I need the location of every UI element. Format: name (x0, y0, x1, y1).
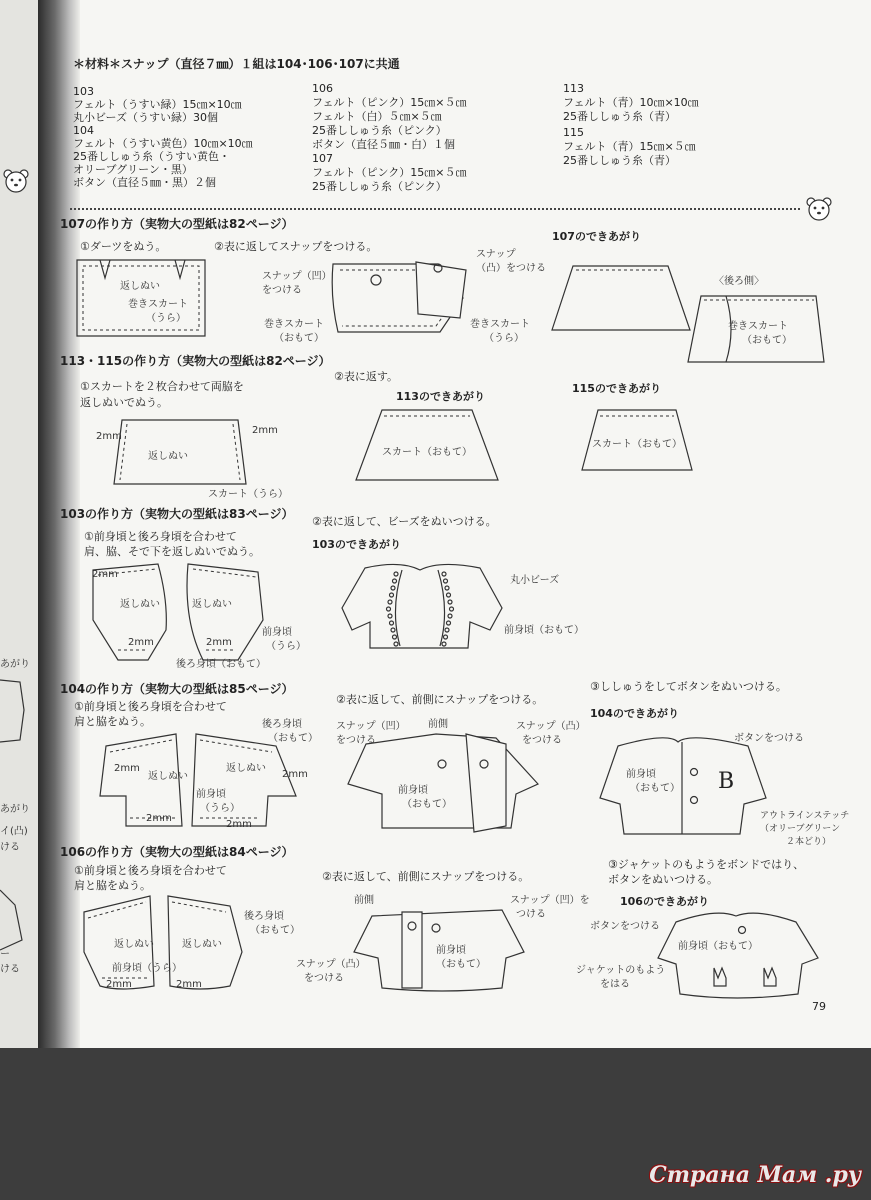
done-title-107: 107のできあがり (552, 230, 641, 243)
diagram-label: 返しぬい (182, 939, 222, 950)
bead-mark (393, 579, 397, 583)
bead-mark (387, 607, 391, 611)
diagram-label: 返しぬい (120, 599, 160, 610)
skirt-107-snap-drawing (328, 258, 468, 338)
diagram-label: 2mm (206, 637, 232, 648)
diagram-label: 前身頃（おもて） (678, 941, 758, 952)
diagram-label: をつける (522, 735, 562, 746)
diagram-label: ボタンをつける (590, 921, 660, 932)
diagram-label: 返しぬい (148, 451, 188, 462)
diagram-label: 2mm (92, 569, 118, 580)
diagram-label: スカート（おもて） (592, 439, 682, 450)
bead-mark (394, 572, 398, 576)
facing-page-text: ける (0, 964, 20, 975)
material-line: オリーブグリーン・黒） (73, 163, 193, 176)
bead-mark (445, 628, 449, 632)
diagram-label: 巻きスカート (264, 319, 324, 330)
skirt-107-finished-front (548, 258, 693, 338)
step-text: ①前身頃と後ろ身頃を合わせて (74, 864, 227, 877)
diagram-label: （おもて） (742, 335, 792, 346)
diagram-label: ジャケットのもよう (576, 965, 666, 976)
diagram-label: 返しぬい (114, 939, 154, 950)
material-line: フェルト（白）５㎝×５㎝ (312, 110, 442, 123)
bead-mark (447, 593, 451, 597)
done-title-115: 115のできあがり (572, 382, 661, 395)
facing-page-text: ける (0, 842, 20, 853)
materials-header: ＊材料＊スナップ（直径７㎜）１組は104･106･107に共通 (73, 57, 400, 71)
bead-mark (447, 621, 451, 625)
step-text: 返しぬいでぬう。 (80, 396, 168, 409)
material-line: 104 (73, 124, 94, 137)
bead-mark (450, 607, 454, 611)
step-text: ②表に返す。 (334, 370, 398, 383)
step-text: ①ダーツをぬう。 (80, 240, 167, 253)
bead-mark (445, 586, 449, 590)
facing-page-text: あがり (0, 804, 30, 815)
diagram-label: 巻きスカート (128, 299, 188, 310)
step-text: ②表に返して、ビーズをぬいつける。 (312, 515, 497, 528)
page-number: 79 (812, 1000, 826, 1013)
step-text: ②表に返して、前側にスナップをつける。 (322, 870, 530, 883)
facing-page-text: イ(凸) (0, 826, 28, 837)
diagram-label: 丸小ビーズ (510, 575, 560, 586)
diagram-label: （うら） (484, 333, 524, 344)
diagram-label: （おもて） (436, 959, 486, 970)
bead-mark (442, 642, 446, 646)
material-line: ボタン（直径５㎜・白）１個 (312, 138, 455, 151)
diagram-label: 2mm (226, 819, 252, 830)
bead-mark (390, 593, 394, 597)
section-heading-103: 103の作り方（実物大の型紙は83ページ） (60, 507, 294, 521)
bead-mark (448, 614, 452, 618)
diagram-label: 前身頃（うら） (112, 963, 182, 974)
diagram-label: 返しぬい (148, 771, 188, 782)
section-heading-106: 106の作り方（実物大の型紙は84ページ） (60, 845, 294, 859)
diagram-label: 前身頃 (436, 945, 466, 956)
step-text: ①前身頃と後ろ身頃を合わせて (84, 530, 237, 543)
diagram-label: をつける (262, 285, 302, 296)
material-line: 25番ししゅう糸（うすい黄色・ (73, 150, 230, 163)
diagram-label: 2mm (128, 637, 154, 648)
bead-mark (444, 635, 448, 639)
jacket-104-snap-drawing (346, 728, 546, 838)
done-title-103: 103のできあがり (312, 538, 401, 551)
diagram-label: 〈後ろ側〉 (714, 276, 764, 287)
bead-mark (390, 621, 394, 625)
diagram-label: スナップ（凹） (262, 271, 332, 282)
diagram-label: 2mm (114, 763, 140, 774)
diagram-label: ボタンをつける (734, 733, 804, 744)
material-line: 107 (312, 152, 333, 165)
bead-mark (391, 586, 395, 590)
diagram-label: アウトラインステッチ (760, 811, 850, 821)
diagram-label: 前側 (354, 895, 374, 906)
diagram-label: ２本どり） (786, 837, 832, 847)
material-line: ボタン（直径５㎜・黒）２個 (73, 176, 216, 189)
step-text: ③ししゅうをしてボタンをぬいつける。 (590, 680, 787, 693)
bead-mark (444, 579, 448, 583)
facing-page-text: あがり (0, 659, 30, 670)
diagram-label: をはる (600, 979, 630, 990)
material-line: 25番ししゅう糸（青） (563, 154, 676, 167)
diagram-label: 2mm (176, 979, 202, 990)
diagram-label: 2mm (252, 425, 278, 436)
diagram-label: スナップ（凹） (336, 721, 406, 732)
diagram-label: 前側 (428, 719, 448, 730)
diagram-label: つける (516, 909, 546, 920)
diagram-label: 2mm (282, 769, 308, 780)
bead-mark (388, 600, 392, 604)
diagram-label: 前身頃（おもて） (504, 625, 584, 636)
step-text: 肩と脇をぬう。 (74, 715, 151, 728)
diagram-label: 返しぬい (226, 763, 266, 774)
done-title-113: 113のできあがり (396, 390, 485, 403)
diagram-label: （うら） (266, 641, 306, 652)
diagram-label: スカート（おもて） (382, 447, 472, 458)
bead-mark (394, 642, 398, 646)
diagram-label: 前身頃 (196, 789, 226, 800)
section-heading-107: 107の作り方（実物大の型紙は82ページ） (60, 217, 294, 231)
diagram-label: をつける (336, 735, 376, 746)
material-line: 25番ししゅう糸（青） (563, 110, 676, 123)
diagram-label: 前身頃 (398, 785, 428, 796)
diagram-label: （うら） (146, 313, 186, 324)
bead-mark (391, 628, 395, 632)
diagram-label: スナップ（凸） (516, 721, 586, 732)
material-line: 103 (73, 85, 94, 98)
material-line: 25番ししゅう糸（ピンク） (312, 180, 447, 193)
diagram-label: （おもて） (402, 799, 452, 810)
diagram-label: スナップ（凸） (296, 959, 366, 970)
diagram-label: 2mm (96, 431, 122, 442)
step-text: 肩と脇をぬう。 (74, 879, 151, 892)
material-line: フェルト（うすい緑）15㎝×10㎝ (73, 98, 242, 111)
diagram-label: 巻きスカート (728, 321, 788, 332)
bead-mark (393, 635, 397, 639)
diagram-label: （おもて） (250, 925, 300, 936)
bolero-103-finished (340, 560, 505, 655)
diagram-label: （おもて） (630, 783, 680, 794)
diagram-label: 返しぬい (192, 599, 232, 610)
material-line: フェルト（うすい黄色）10㎝×10㎝ (73, 137, 253, 150)
bead-mark (448, 600, 452, 604)
bear-icon (805, 196, 833, 222)
watermark-logo: Страна Мам .ру (649, 1162, 861, 1188)
material-line: 丸小ビーズ（うすい緑）30個 (73, 111, 219, 124)
done-title-106: 106のできあがり (620, 895, 709, 908)
step-text: ①前身頃と後ろ身頃を合わせて (74, 700, 227, 713)
diagram-label: 後ろ身頃 (262, 719, 302, 730)
diagram-label: をつける (304, 973, 344, 984)
diagram-label: 返しぬい (120, 281, 160, 292)
diagram-label: （オリーブグリーン (760, 824, 841, 834)
bear-icon (2, 168, 30, 194)
diagram-label: 2mm (106, 979, 132, 990)
diagram-label: （うら） (200, 803, 240, 814)
step-text: ③ジャケットのもようをボンドではり、 (608, 858, 805, 871)
section-heading-113-115: 113・115の作り方（実物大の型紙は82ページ） (60, 354, 331, 368)
diagram-label: （おもて） (268, 733, 318, 744)
facing-page-text: ー (0, 949, 10, 960)
diagram-label: 後ろ身頃 (244, 911, 284, 922)
bead-mark (442, 572, 446, 576)
done-title-104: 104のできあがり (590, 707, 679, 720)
material-line: 106 (312, 82, 333, 95)
material-line: フェルト（ピンク）15㎝×５㎝ (312, 96, 467, 109)
material-line: フェルト（ピンク）15㎝×５㎝ (312, 166, 467, 179)
facing-page-drawing (0, 880, 40, 960)
jacket-106-finished (656, 908, 821, 1000)
diagram-label: スナップ（凹）を (510, 895, 590, 906)
diagram-label: 巻きスカート (470, 319, 530, 330)
diagram-label: 前身頃 (262, 627, 292, 638)
diagram-label: スナップ (476, 249, 516, 260)
facing-page-drawing (0, 670, 40, 750)
material-line: 115 (563, 126, 584, 139)
material-line: フェルト（青）10㎝×10㎝ (563, 96, 699, 109)
diagram-label: （凸）をつける (476, 263, 546, 274)
step-text: ①スカートを２枚合わせて両脇を (80, 380, 244, 393)
step-text: 肩、脇、そで下を返しぬいでぬう。 (84, 545, 260, 558)
diagram-label: スカート（うら） (208, 489, 288, 500)
step-text: ボタンをぬいつける。 (608, 873, 718, 886)
embroidered-letter: B (718, 769, 735, 794)
material-line: 25番ししゅう糸（ピンク） (312, 124, 447, 137)
step-text: ②表に返してスナップをつける。 (214, 240, 378, 253)
bead-mark (388, 614, 392, 618)
section-heading-104: 104の作り方（実物大の型紙は85ページ） (60, 682, 294, 696)
step-text: ②表に返して、前側にスナップをつける。 (336, 693, 544, 706)
diagram-label: （おもて） (274, 333, 324, 344)
diagram-label: 前身頃 (626, 769, 656, 780)
diagram-label: 2mm (146, 813, 172, 824)
material-line: フェルト（青）15㎝×５㎝ (563, 140, 696, 153)
section-divider (70, 208, 800, 210)
diagram-label: 後ろ身頃（おもて） (176, 659, 266, 670)
material-line: 113 (563, 82, 584, 95)
